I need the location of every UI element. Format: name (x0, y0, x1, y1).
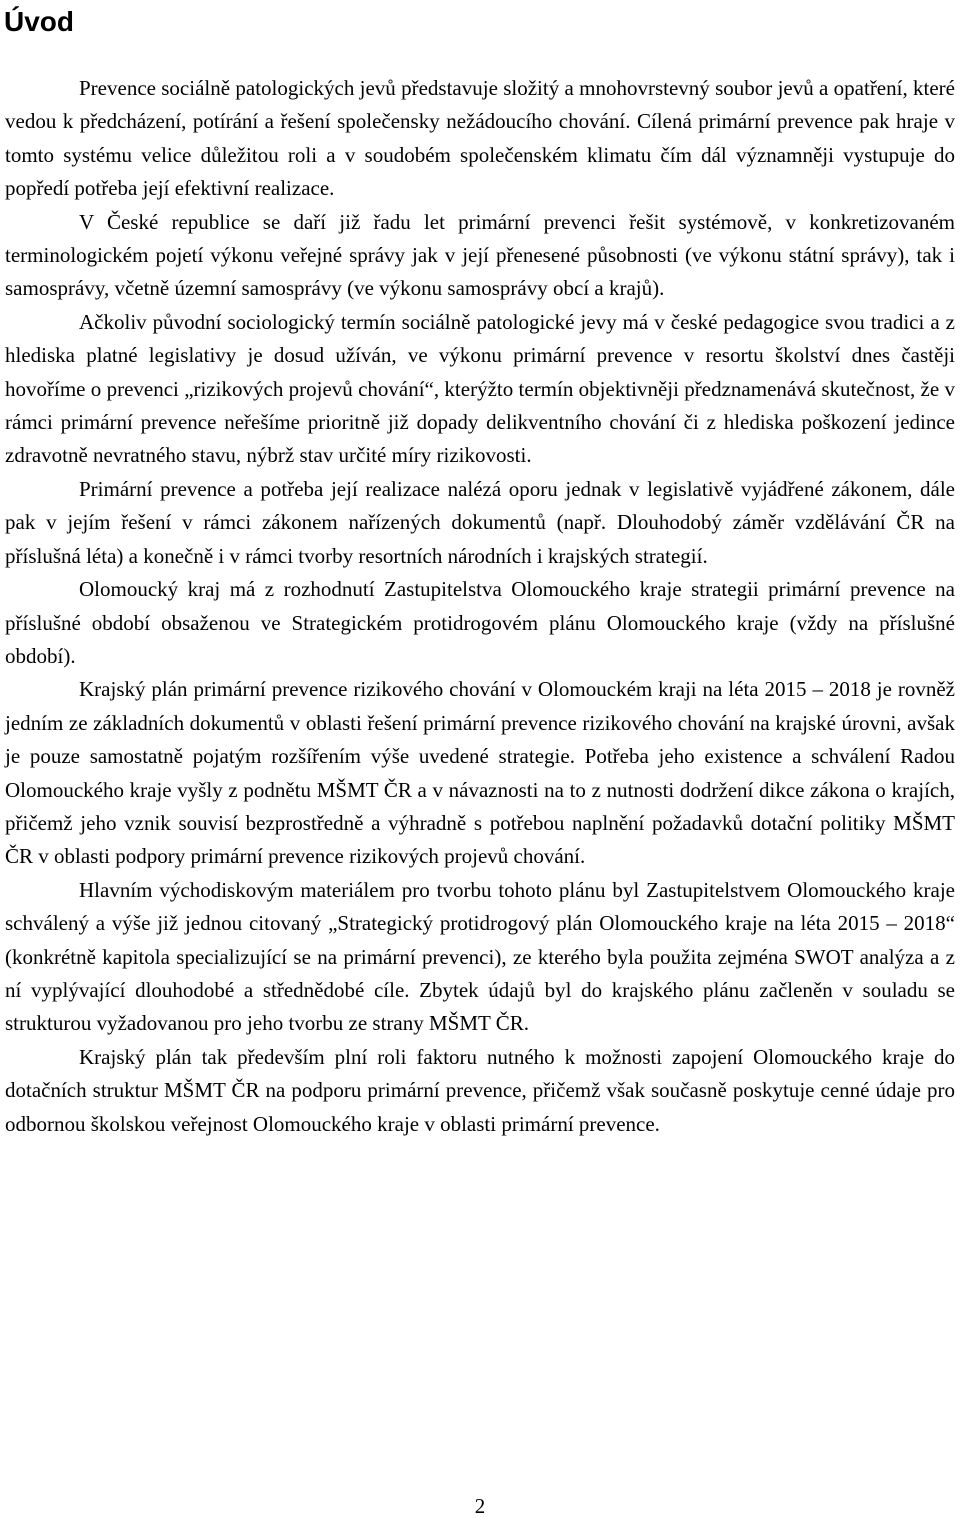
body-text (5, 72, 955, 1141)
page-number: 2 (474, 1494, 486, 1518)
paragraph: Ačkoliv původní sociologický termín sociálně patologické jevy má v české pedagogice svou tradici a z hlediska platné legislativy je dosud užíván, ve výkonu primární prevence v resortu školství dnes častěji hovoříme o prevenci „rizikových projevů chování“, kterýžto termín objektivněji předznamenává skutečnost, že v rámci primární prevence neřešíme prioritně již dopady delikventního chování či z hlediska poškození jedince zdravotně nevratného stavu, nýbrž stav určité míry rizikovosti. (5, 309, 955, 468)
page-title: Úvod (4, 6, 74, 37)
paragraph: V České republice se daří již řadu let primární prevenci řešit systémově, v konkretizovaném terminologickém pojetí výkonu veřejné správy jak v její přenesené působnosti (ve výkonu státní správy), tak i samosprávy, včetně územní samosprávy (ve výkonu samosprávy obcí a krajů). (5, 209, 955, 301)
paragraph: Prevence sociálně patologických jevů představuje složitý a mnohovrstevný soubor jevů a opatření, které vedou k předcházení, potírání a řešení společensky nežádoucího chování. Cílená primární prevence pak hraje v tomto systému velice důležitou roli a v soudobém společenském klimatu čím dál významněji vystupuje do popředí potřeba její efektivní realizace. (5, 76, 955, 201)
paragraph: Primární prevence a potřeba její realizace nalézá oporu jednak v legislativě vyjádřené zákonem, dále pak v jejím řešení v rámci zákonem nařízených dokumentů (např. Dlouhodobý záměr vzdělávání ČR na příslušná léta) a konečně i v rámci tvorby resortních národních i krajských strategií. (5, 476, 955, 568)
paragraph: Hlavním východiskovým materiálem pro tvorbu tohoto plánu byl Zastupitelstvem Olomouckého kraje schválený a výše již jednou citovaný „Strategický protidrogový plán Olomouckého kraje na léta 2015 – 2018“ (konkrétně kapitola specializující se na primární prevenci), ze kterého byla použita zejména SWOT analýza a z ní vyplývající dlouhodobé a střednědobé cíle. Zbytek údajů byl do krajského plánu začleněn v souladu se strukturou vyžadovanou pro jeho tvorbu ze strany MŠMT ČR. (5, 877, 955, 1036)
paragraph: Olomoucký kraj má z rozhodnutí Zastupitelstva Olomouckého kraje strategii primární prevence na příslušné období obsaženou ve Strategickém protidrogovém plánu Olomouckého kraje (vždy na příslušné období). (5, 577, 955, 668)
paragraph: Krajský plán tak především plní roli faktoru nutného k možnosti zapojení Olomouckého kraje do dotačních struktur MŠMT ČR na podporu primární prevence, přičemž však současně poskytuje cenné údaje pro odbornou školskou veřejnost Olomouckého kraje v oblasti primární prevence. (5, 1044, 955, 1136)
paragraph: Krajský plán primární prevence rizikového chování v Olomouckém kraji na léta 2015 – 2018 je rovněž jedním ze základních dokumentů v oblasti řešení primární prevence rizikového chování na krajské úrovni, avšak je pouze samostatně pojatým rozšířením výše uvedené strategie. Potřeba jeho existence a schválení Radou Olomouckého kraje vyšly z podnětu MŠMT ČR a v návaznosti na to z nutnosti dodržení dikce zákona o krajích, přičemž jeho vznik souvisí bezprostředně a výhradně s potřebou naplnění požadavků dotační politiky MŠMT ČR v oblasti podpory primární prevence rizikových projevů chování. (5, 677, 955, 869)
